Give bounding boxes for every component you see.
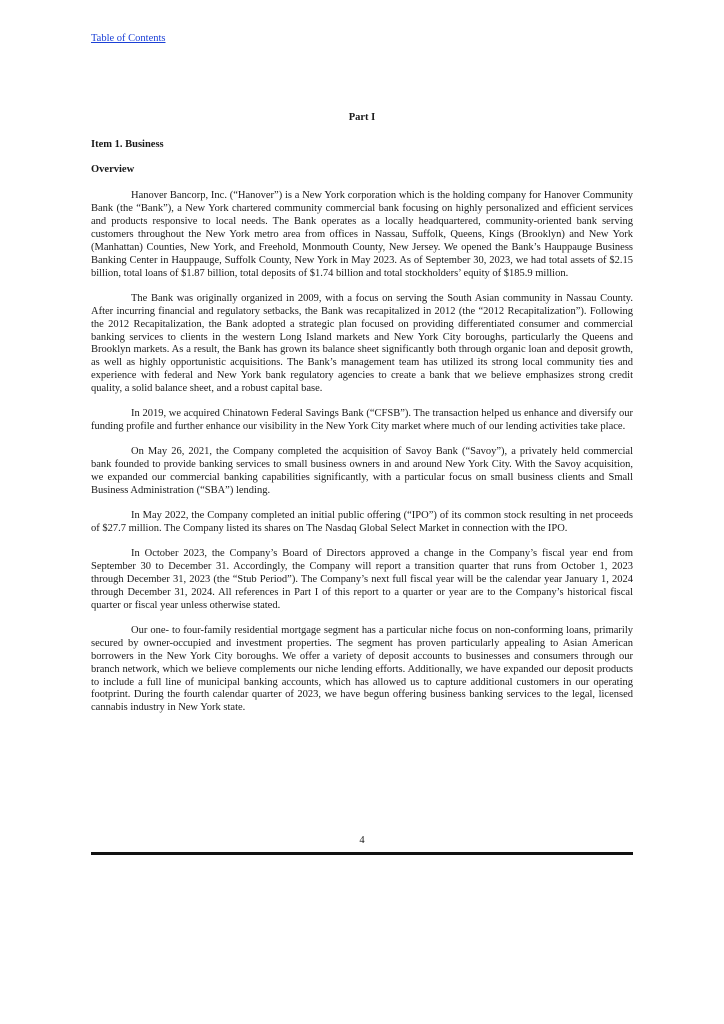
paragraph-hanover-overview: Hanover Bancorp, Inc. (“Hanover”) is a New York corporation which is the holding company for Hanover Community Bank (the “Bank”), a New York chartered community commercial bank focusing on highly personalized and efficient services and products responsive to local needs. The Bank operates as a locally headquartered, community-oriented bank serving customers throughout the New York metro area from offices in Nassau, Suffolk, Queens, Kings (Brooklyn) and New York (Manhattan) Counties, New York, and Freehold, Monmouth County, New Jersey. We opened the Bank’s Hauppauge Business Banking Center in Hauppauge, Suffolk County, New York in May 2023. As of September 30, 2023, we had total assets of $2.15 billion, total loans of $1.87 billion, total deposits of $1.74 billion and total stockholders’ equity of $185.9 million. [91, 190, 633, 279]
paragraph-ipo: In May 2022, the Company completed an initial public offering (“IPO”) of its common stock resulting in net proceeds of $27.7 million. The Company listed its shares on The Nasdaq Global Select Market in connection with the IPO. [91, 510, 633, 534]
document-body [91, 111, 633, 715]
part-title: Part I [348, 112, 376, 123]
paragraph-residential-mortgage: Our one- to four-family residential mortgage segment has a particular niche focus on non-conforming loans, primarily secured by owner-occupied and investment properties. The segment has proven particularly appealing to Asian American borrowers in the New York City boroughs. We offer a variety of deposit accounts to businesses and consumers through our branch network, which we believe complements our niche lending efforts. Additionally, we have expanded our deposit products to include a full line of municipal banking accounts, which has allowed us to capture additional customers in our operating footprint. During the fourth calendar quarter of 2023, we have begun offering business banking services to the legal, licensed cannabis industry in New York state. [91, 624, 633, 714]
paragraph-bank-history: The Bank was originally organized in 2009, with a focus on serving the South Asian community in Nassau County. After incurring financial and regulatory setbacks, the Bank was recapitalized in 2012 (the “2012 Recapitalization”). Following the 2012 Recapitalization, the Bank adopted a strategic plan focused on providing differentiated consumer and commercial banking services to clients in the western Long Island markets and New York City boroughs, particularly the Queens and Brooklyn markets. As a result, the Bank has grown its balance sheet significantly both through organic loan and deposit growth, as well as highly opportunistic acquisitions. The Bank’s management team has utilized its strong local community ties and experience with federal and New York bank regulatory agencies to create a bank that we believe emphasizes strong credit quality, a solid balance sheet, and a robust capital base. [91, 292, 633, 395]
paragraph-cfsb-acquisition: In 2019, we acquired Chinatown Federal Savings Bank (“CFSB”). The transaction helped us enhance and diversify our funding profile and further enhance our visibility in the New York City market where much of our lending activities take place. [91, 408, 633, 433]
paragraph-fiscal-year-change: In October 2023, the Company’s Board of Directors approved a change in the Company’s fiscal year end from September 30 to December 31. Accordingly, the Company will report a transition quarter that runs from October 1, 2023 through December 31, 2023 (the “Stub Period”). The Company’s next full fiscal year will be the calendar year January 1, 2024 through December 31, 2024. All references in Part I of this report to a quarter or year are to the Company’s historical fiscal quarter or fiscal year unless otherwise stated. [91, 547, 633, 611]
table-of-contents-link[interactable]: Table of Contents [91, 33, 166, 44]
page-number: 4 [359, 835, 365, 846]
item-heading: Item 1. Business [91, 139, 164, 150]
page-divider [91, 852, 633, 855]
overview-heading: Overview [91, 164, 135, 175]
paragraph-savoy-acquisition: On May 26, 2021, the Company completed the acquisition of Savoy Bank (“Savoy”), a privately held commercial bank founded to provide banking services to small business owners in and around New York City. With the Savoy acquisition, we expanded our commercial banking capabilities significantly, with a particular focus on small business clients and Small Business Administration (“SBA”) lending. [91, 446, 633, 497]
